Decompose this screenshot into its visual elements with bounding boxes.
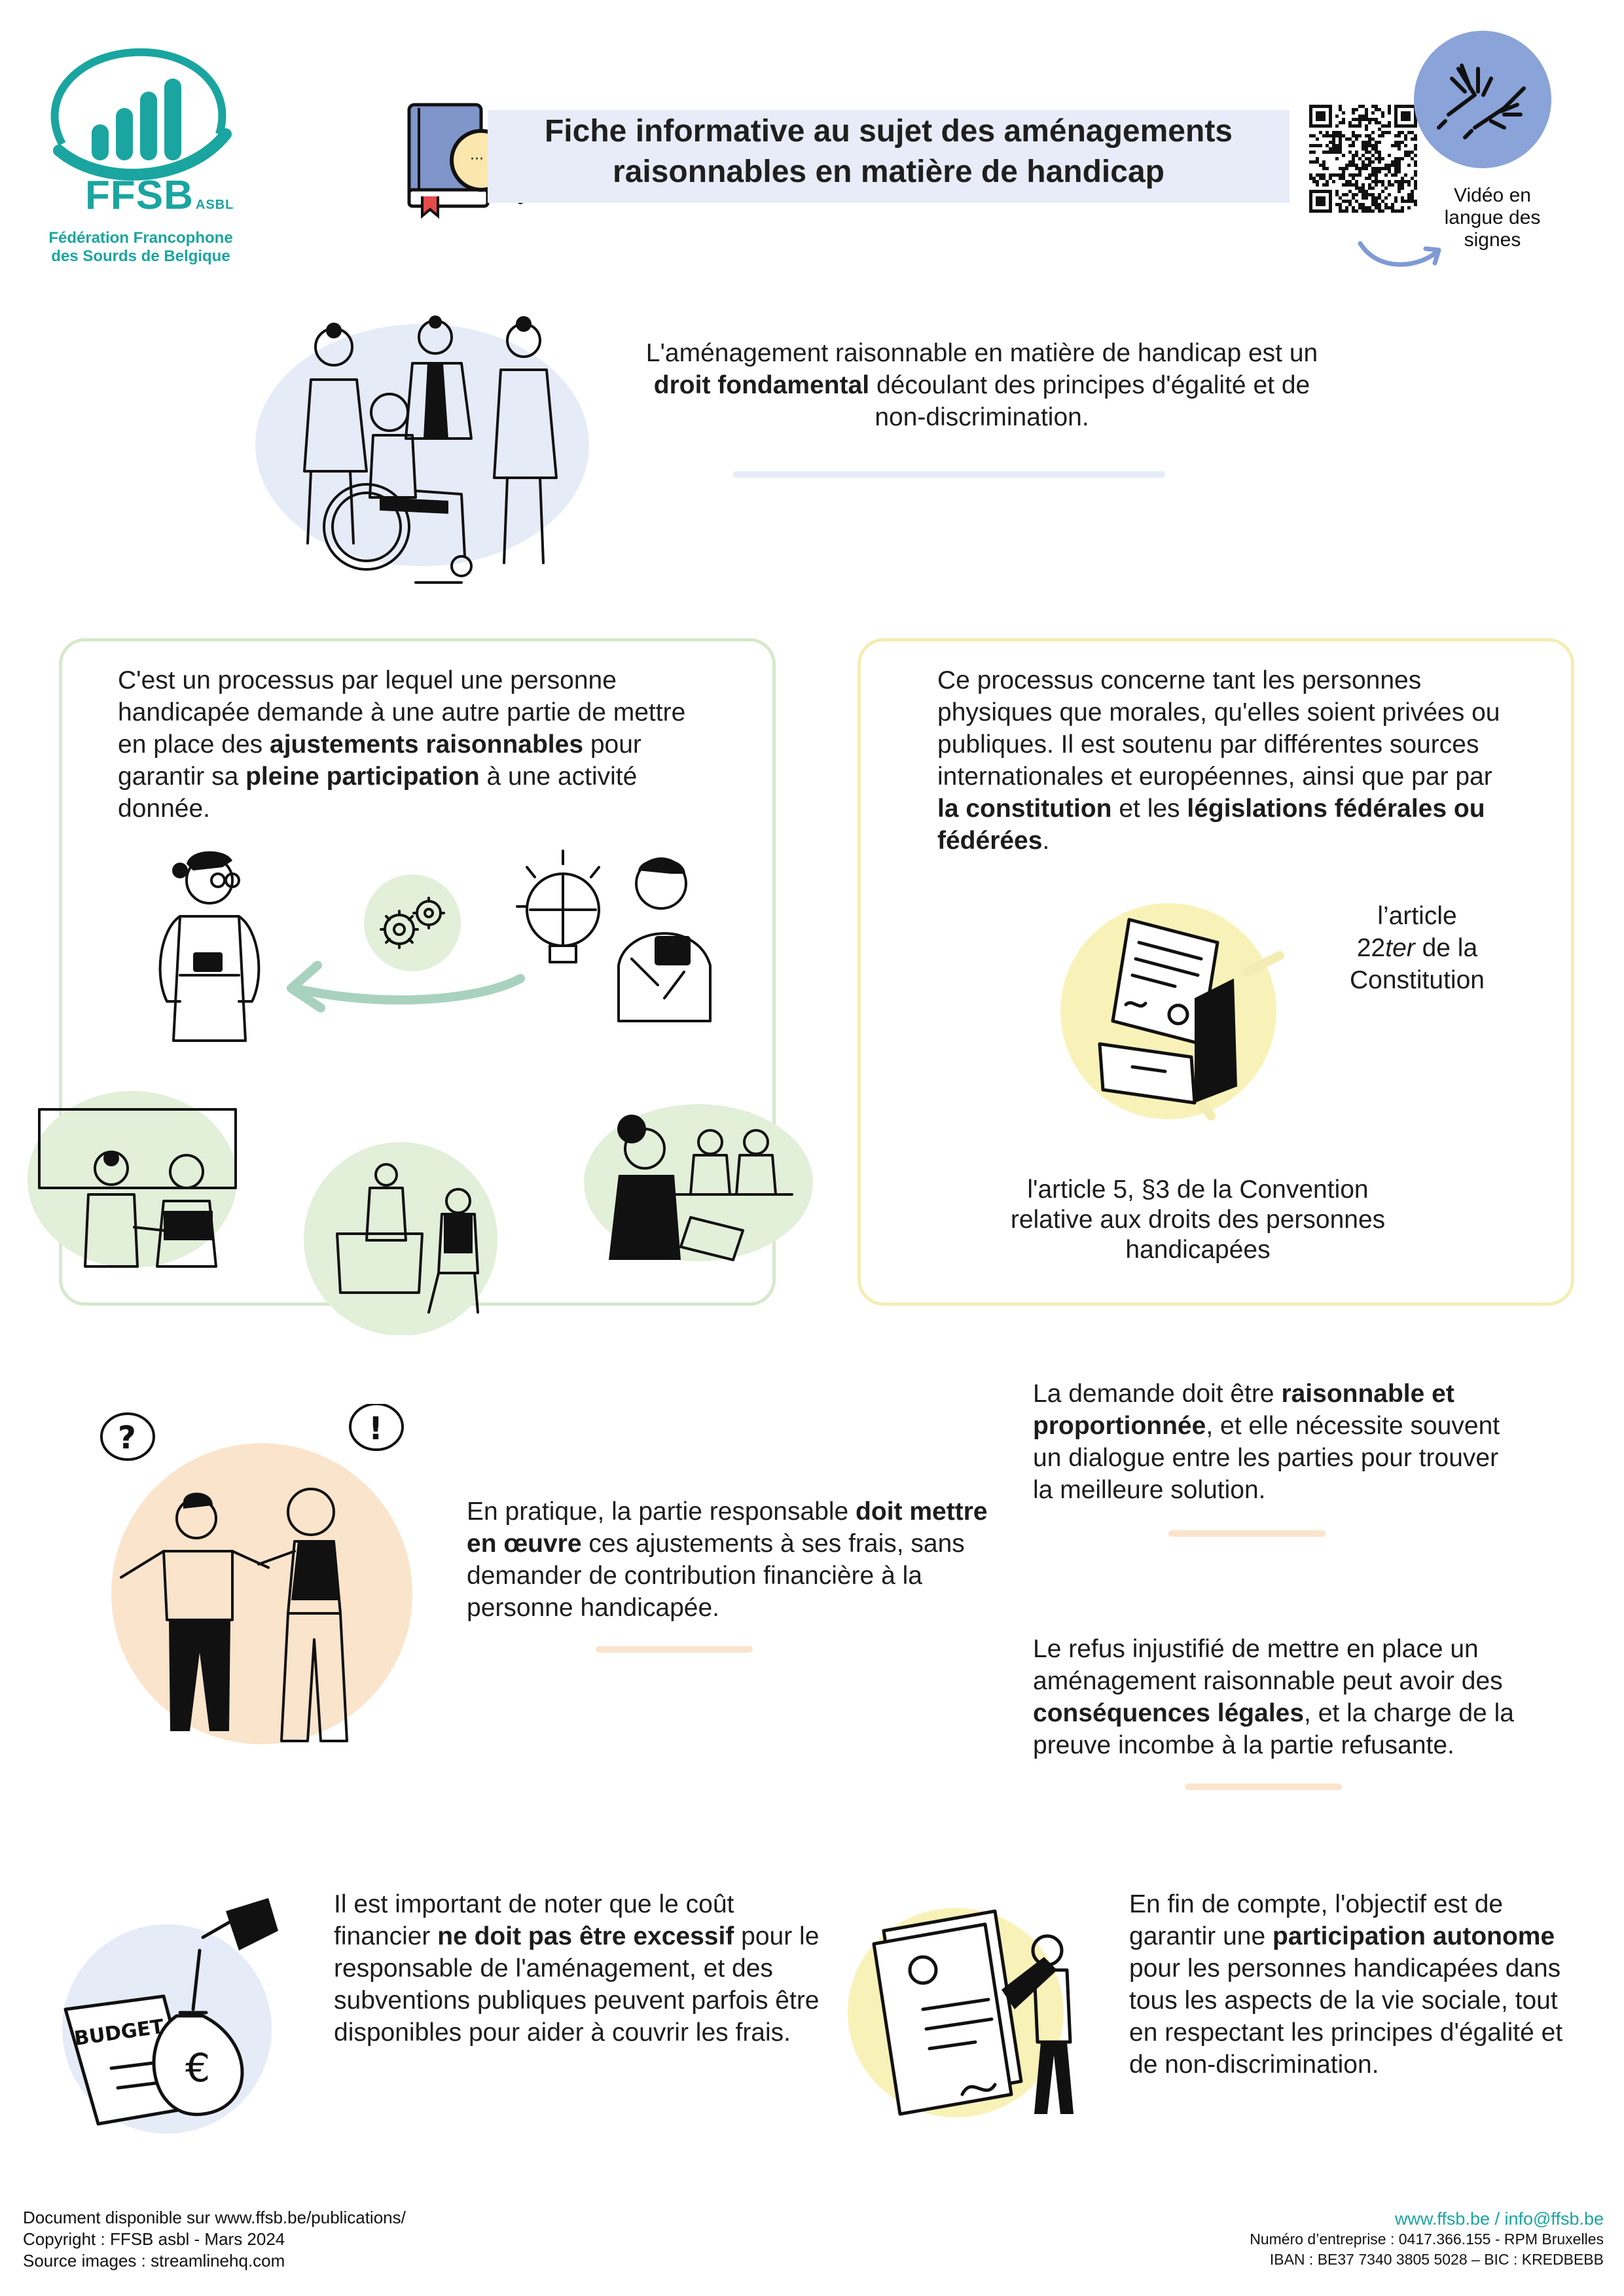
- goal-p1: En fin de compte, l'objectif est de garantir une: [1129, 1890, 1504, 1950]
- desk-interview-illustration: [301, 1142, 501, 1335]
- refusal-text: [1033, 1633, 1550, 1761]
- demand-divider: [1168, 1530, 1326, 1537]
- convention-article: [998, 1175, 1398, 1265]
- man-puzzle-idea-illustration: [514, 848, 740, 1024]
- refusal-divider: [1185, 1784, 1342, 1790]
- goal-text: [1129, 1888, 1587, 2081]
- demand-b1: raisonnable et proportionnée: [1033, 1380, 1454, 1440]
- org-suffix: ASBL: [195, 198, 234, 212]
- process-text: [118, 664, 720, 825]
- goal-p2: pour les personnes handicapées dans tous les aspects de la vie sociale, tout en respectant les principes d'égalité et de non-discrimination.: [1129, 1954, 1563, 2079]
- cost-text: [334, 1888, 831, 2049]
- ffsb-logo: [36, 36, 239, 272]
- svg-text:···: ···: [470, 151, 484, 168]
- two-people-dialogue-illustration: [85, 1404, 425, 1744]
- cost-b1: ne doit pas être excessif: [437, 1922, 734, 1950]
- convention-text: l'article 5, §3 de la Convention relative aux droits des personnes handicapées: [1010, 1175, 1386, 1264]
- demand-p1: La demande doit être: [1033, 1380, 1282, 1408]
- practice-b1: doit mettre en œuvre: [467, 1498, 988, 1558]
- job-interview-illustration: [583, 1103, 815, 1263]
- scope-b1: la constitution: [937, 795, 1112, 823]
- scope-text: [937, 664, 1520, 857]
- practice-text: [467, 1496, 990, 1624]
- process-b1: ajustements raisonnables: [270, 730, 584, 759]
- intro-post: découlant des principes d'égalité et de non-discrimination.: [869, 371, 1310, 431]
- scope-b2: législations fédérales ou fédérées: [937, 795, 1485, 855]
- cost-p2: pour le responsable de l'aménagement, et des subventions publiques peuvent parfois être disponibles pour aider à couvrir les frais.: [334, 1922, 820, 2047]
- footer-left: [23, 2207, 612, 2272]
- request-arrow: [281, 956, 527, 1021]
- signing-document-illustration: [844, 1898, 1100, 2121]
- budget-label: BUDGET: [73, 2015, 166, 2051]
- scope-p3: .: [1042, 827, 1050, 855]
- footer-image-source: Source images : streamlinehq.com: [23, 2251, 285, 2270]
- scope-p1: Ce processus concerne tant les personnes physiques que morales, qu'elles soient privées ou publiques. Il est soutenu par différentes sources internationales et européennes, ainsi que par par: [937, 666, 1500, 791]
- article-line3: Constitution: [1350, 966, 1485, 994]
- article-pre: l’article: [1377, 902, 1457, 930]
- demand-p2: , et elle nécessite souvent un dialogue entre les parties pour trouver la meilleure solution.: [1033, 1412, 1500, 1504]
- footer-right: [982, 2209, 1604, 2270]
- intro-divider: [733, 471, 1165, 478]
- footer-company-number: Numéro d’entreprise : 0417.366.155 - RPM Bruxelles: [1250, 2231, 1604, 2248]
- page-title: [488, 111, 1290, 192]
- euro-symbol: €: [185, 2045, 211, 2091]
- footer-publications[interactable]: Document disponible sur www.ffsb.be/publications/: [23, 2208, 406, 2227]
- practice-divider: [596, 1646, 753, 1653]
- handshake-meeting-illustration: [26, 1090, 239, 1270]
- org-acronym: FFSB: [85, 173, 194, 218]
- video-line3: signes: [1464, 229, 1521, 251]
- article-ital: ter: [1385, 934, 1415, 962]
- intro-pre: L'aménagement raisonnable en matière de handicap est un: [645, 339, 1318, 367]
- ffsb-logo-mark: [36, 36, 239, 193]
- process-p1: C'est un processus par lequel une personne handicapée demande à une autre partie de mettre en place des: [118, 666, 686, 759]
- curved-arrow-icon: [1355, 236, 1447, 275]
- intro-bold: droit fondamental: [653, 371, 870, 399]
- intro-text: [645, 337, 1319, 433]
- diverse-people-illustration: [252, 308, 592, 602]
- demand-text: [1033, 1378, 1511, 1506]
- process-b2: pleine participation: [245, 762, 480, 791]
- svg-text:!: !: [369, 1410, 383, 1447]
- footer-iban: IBAN : BE37 7340 3805 5028 – BIC : KREDBEBB: [1269, 2251, 1604, 2268]
- svg-text:?: ?: [118, 1420, 136, 1456]
- refusal-p2: , et la charge de la preuve incombe à la partie refusante.: [1033, 1699, 1514, 1759]
- process-p2: pour garantir sa: [118, 730, 641, 791]
- refusal-b1: conséquences légales: [1033, 1699, 1305, 1727]
- qr-code[interactable]: [1309, 105, 1417, 213]
- title-line1: Fiche informative au sujet des aménagements: [544, 114, 1233, 149]
- legal-document-drawer-illustration: [1060, 900, 1322, 1122]
- video-line2: langue des: [1444, 207, 1541, 228]
- article-post: de la: [1415, 934, 1478, 962]
- woman-illustration: [141, 844, 278, 1047]
- org-name-line1: Fédération Francophone: [48, 229, 233, 247]
- process-p3: à une activité donnée.: [118, 762, 638, 823]
- scope-p2: et les: [1111, 795, 1187, 823]
- goal-b1: participation autonome: [1272, 1922, 1555, 1950]
- sign-language-hands-icon[interactable]: [1413, 29, 1553, 170]
- article-num: 22: [1356, 934, 1386, 962]
- budget-money-bag-illustration: [52, 1898, 288, 2134]
- practice-p2: ces ajustements à ses frais, sans demander de contribution financière à la personne handicapée.: [467, 1530, 965, 1622]
- practice-p1: En pratique, la partie responsable: [467, 1498, 856, 1526]
- refusal-p1: Le refus injustifié de mettre en place un aménagement raisonnable peut avoir des: [1033, 1635, 1503, 1695]
- footer-contact[interactable]: www.ffsb.be / info@ffsb.be: [1394, 2209, 1604, 2229]
- footer-copyright: Copyright : FFSB asbl - Mars 2024: [23, 2229, 285, 2249]
- article-22ter: [1312, 900, 1522, 996]
- title-line2: raisonnables en matière de handicap: [613, 154, 1164, 189]
- org-name-line2: des Sourds de Belgique: [51, 247, 230, 265]
- video-line1: Vidéo en: [1454, 185, 1531, 206]
- cost-p1: Il est important de noter que le coût financier: [334, 1890, 734, 1950]
